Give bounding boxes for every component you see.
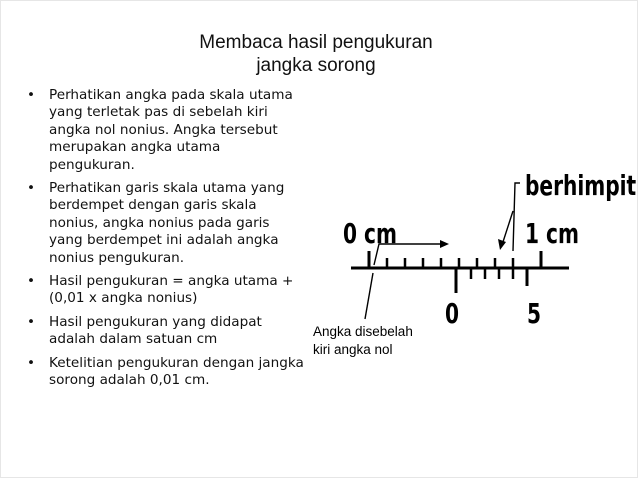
caption-line-2: kiri angka nol	[313, 342, 393, 357]
bullet-symbol: •	[27, 180, 36, 197]
bullet-text: Perhatikan garis skala utama yang berdempet dengan garis skala nonius, angka nonius pada garis yang berdempet ini adalah angka nonius pengukuran.	[49, 180, 285, 266]
title-line-2: jangka sorong	[256, 55, 376, 76]
vernier-minor-ticks	[471, 268, 513, 279]
vernier-diagram	[301, 151, 637, 371]
bullet-symbol: •	[27, 273, 36, 290]
bullet-item	[23, 355, 305, 390]
title-line-1: Membaca hasil pengukuran	[199, 32, 433, 53]
bullet-symbol: •	[27, 87, 36, 103]
main-scale-one-label: 1 cm	[525, 216, 579, 250]
bullet-item	[23, 314, 305, 349]
bullet-symbol: •	[27, 313, 36, 330]
bullet-text: Hasil pengukuran = angka utama + (0,01 x angka nonius)	[49, 273, 294, 307]
bullet-text: Hasil pengukuran yang didapat adalah dalam satuan cm	[49, 313, 262, 348]
vernier-zero-label: 0	[445, 296, 460, 330]
slide-title	[151, 31, 481, 77]
coincide-label: berhimpit	[525, 168, 637, 202]
coincide-arrow-line	[502, 211, 513, 245]
caption-pointer-line	[365, 273, 373, 319]
bullet-item	[23, 273, 305, 308]
coincide-arrowhead-icon	[498, 239, 506, 250]
main-scale-zero-label: 0 cm	[343, 216, 397, 250]
reading-arrowhead-icon	[440, 240, 449, 248]
bullet-list	[23, 87, 305, 396]
vernier-five-label: 5	[527, 296, 542, 330]
bullet-item	[23, 87, 305, 174]
coincide-bracket-line	[513, 183, 520, 251]
bullet-symbol: •	[27, 354, 36, 371]
bullet-item	[23, 180, 305, 267]
bullet-text: Perhatikan angka pada skala utama yang terletak pas di sebelah kiri angka nol nonius. Angka tersebut merupakan angka utama pengukuran.	[49, 87, 293, 173]
caption-line-1: Angka disebelah	[313, 324, 413, 339]
bullet-text: Ketelitian pengukuran dengan jangka sorong adalah 0,01 cm.	[49, 354, 304, 389]
